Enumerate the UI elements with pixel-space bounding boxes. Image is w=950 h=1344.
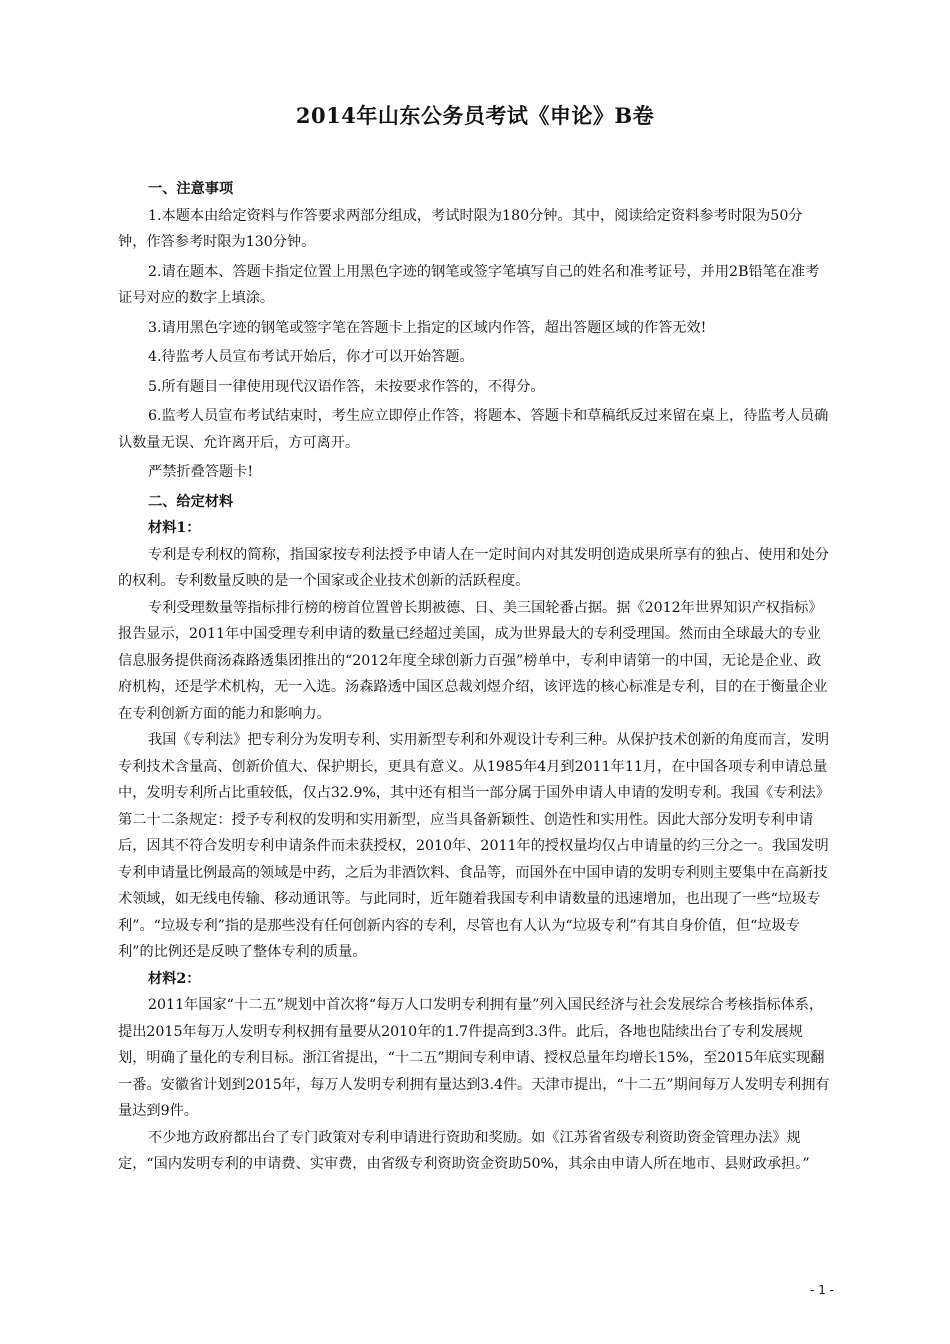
notice-item: 2.请在题本、答题卡指定位置上用黑色字迹的钢笔或签字笔填写自己的姓名和准考证号，并用2B铅笔在准考证号对应的数字上填涂。 [118, 263, 820, 306]
material-2-paragraph: 2011年国家“十二五”规划中首次将“每万人口发明专利拥有量”列入国民经济与社会发展综合考核指标体系，提出2015年每万人发明专利权拥有量要从2010年的1.7件提高到3.3件。此后，各地也陆续出台了专利发展规划，明确了量化的专利目标。浙江省提出，“十二五”期间专利申请、授权总量年均增长15%，至2015年底实现翻一番。安徽省计划到2015年，每万人发明专利拥有量达到3.4件。天津市提出，“十二五”期间每万人发明专利拥有量达到9件。 [118, 997, 830, 1119]
materials-heading: 二、给定材料 [148, 493, 234, 510]
material-2-label: 材料2： [148, 970, 201, 987]
notice-item: 6.监考人员宣布考试结束时，考生应立即停止作答，将题本、答题卡和草稿纸反过来留在桌上，待监考人员确认数量无误、允许离开后，方可离开。 [118, 408, 829, 451]
notice-item: 1.本题本由给定资料与作答要求两部分组成，考试时限为180分钟。其中，阅读给定资料参考时限为50分钟，作答参考时限为130分钟。 [118, 207, 803, 250]
document-title: 2014年山东公务员考试《申论》B卷 [295, 103, 655, 128]
material-1-paragraph: 我国《专利法》把专利分为发明专利、实用新型专利和外观设计专利三种。从保护技术创新的角度而言，发明专利技术含量高、创新价值大、保护期长，更具有意义。从1985年4月到2011年11月，在中国各项专利申请总量中，发明专利所占比重较低，仅占32.9%，其中还有相当一部分属于国外申请人申请的发明专利。我国《专利法》第二十二条规定：授予专利权的发明和实用新型，应当具备新颖性、创造性和实用性。因此大部分发明专利申请后，因其不符合发明专利申请条件而未获授权，2010年、2011年的授权量均仅占申请量的约三分之一。我国发明专利申请量比例最高的领域是中药，之后为非酒饮料、食品等，而国外在中国申请的发明专利则主要集中在高新技术领域，如无线电传输、移动通讯等。与此同时，近年随着我国专利申请数量的迅速增加，也出现了一些“垃圾专利”。“垃圾专利”指的是那些没有任何创新内容的专利，尽管也有人认为“垃圾专利”有其自身价值，但“垃圾专利”的比例还是反映了整体专利的质量。 [118, 732, 830, 960]
page-number: - 1 - [810, 1283, 834, 1297]
material-1-label: 材料1： [148, 520, 201, 536]
notice-heading: 一、注意事项 [148, 181, 234, 197]
notice-item: 3.请用黑色字迹的钢笔或签字笔在答题卡上指定的区域内作答，超出答题区域的作答无效! [148, 319, 707, 336]
notice-warning: 严禁折叠答题卡! [148, 464, 254, 480]
notice-item: 4.待监考人员宣布考试开始后，你才可以开始答题。 [148, 349, 474, 365]
material-2-paragraph: 不少地方政府都出台了专门政策对专利申请进行资助和奖励。如《江苏省省级专利资助资金管理办法》规定，“国内发明专利的申请费、实审费，由省级专利资助资金资助50%，其余由申请人所在地市、县财政承担。” [118, 1129, 810, 1172]
notice-item: 5.所有题目一律使用现代汉语作答，未按要求作答的，不得分。 [148, 378, 545, 395]
material-1-paragraph: 专利受理数量等指标排行榜的榜首位置曾长期被德、日、美三国轮番占据。据《2012年世界知识产权指标》报告显示，2011年中国受理专利申请的数量已经超过美国，成为世界最大的专利受理国。然而由全球最大的专业信息服务提供商汤森路透集团推出的“2012年度全球创新力百强”榜单中，专利申请第一的中国，无论是企业、政府机构，还是学术机构，无一入选。汤森路透中国区总裁刘煜介绍，该评选的核心标准是专利，目的在于衡量企业在专利创新方面的能力和影响力。 [118, 599, 828, 722]
document-body [118, 176, 830, 1178]
material-1-paragraph: 专利是专利权的简称，指国家按专利法授予申请人在一定时间内对其发明创造成果所享有的独占、使用和处分的权利。专利数量反映的是一个国家或企业技术创新的活跃程度。 [118, 546, 830, 589]
